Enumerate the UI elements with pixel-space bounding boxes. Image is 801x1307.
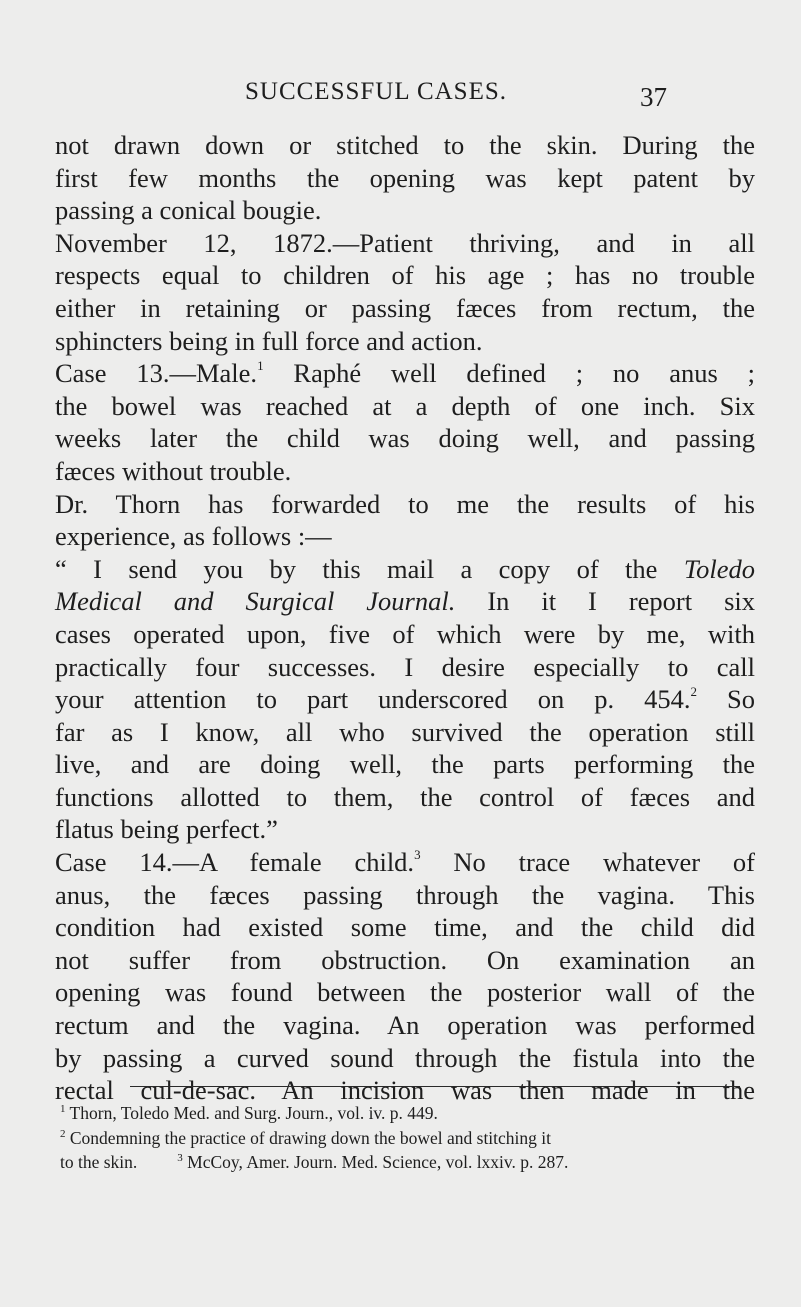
footnote-marker: 1 bbox=[257, 358, 264, 374]
line-text: Raphé well defined ; no anus ; bbox=[263, 358, 755, 389]
footnote-number: 3 bbox=[177, 1152, 183, 1164]
footnotes bbox=[60, 1101, 750, 1175]
text-line bbox=[55, 846, 755, 879]
text-line bbox=[55, 748, 755, 781]
text-line bbox=[55, 944, 755, 977]
text-line bbox=[55, 325, 755, 358]
page-header bbox=[0, 76, 801, 116]
text-line bbox=[55, 651, 755, 684]
line-text: November 12, 1872.—Patient thriving, and in all bbox=[55, 227, 755, 258]
line-text: rectum and the vagina. An operation was performed bbox=[55, 1010, 755, 1041]
line-text: opening was found between the posterior wall of the bbox=[55, 977, 755, 1008]
line-text: In it I report six bbox=[455, 586, 756, 617]
footnote-text: Thorn, Toledo Med. and Surg. Journ., vol. iv. p. 449. bbox=[65, 1103, 438, 1123]
text-line bbox=[55, 911, 755, 944]
text-line bbox=[55, 553, 755, 586]
line-text: flatus being perfect.” bbox=[55, 814, 278, 845]
footnote-divider bbox=[130, 1086, 740, 1087]
line-text: Case 14.—A female child. bbox=[55, 847, 415, 878]
line-text: practically four successes. I desire especially to call bbox=[55, 651, 755, 682]
text-line bbox=[55, 194, 755, 227]
footnote-number: 2 bbox=[60, 1127, 66, 1140]
text-line bbox=[55, 813, 755, 846]
line-text: by passing a curved sound through the fistula into the bbox=[55, 1042, 755, 1073]
line-text: your attention to part underscored on p. 454. bbox=[55, 684, 691, 715]
footnote-marker: 3 bbox=[414, 847, 421, 863]
line-text: not suffer from obstruction. On examination an bbox=[55, 944, 755, 975]
line-text: passing a conical bougie. bbox=[55, 195, 322, 226]
text-line bbox=[55, 488, 755, 521]
line-text: cases operated upon, five of which were by me, with bbox=[55, 618, 755, 649]
line-text: live, and are doing well, the parts performing the bbox=[55, 749, 755, 780]
line-text: Case 13.—Male. bbox=[55, 358, 258, 389]
text-line bbox=[55, 683, 755, 716]
footnote-number: 1 bbox=[60, 1103, 66, 1115]
line-text: Dr. Thorn has forwarded to me the results of his bbox=[55, 488, 755, 519]
footnote-marker: 2 bbox=[690, 684, 697, 700]
text-line bbox=[55, 716, 755, 749]
text-line bbox=[55, 162, 755, 195]
line-text: So bbox=[696, 684, 755, 715]
line-text: fæces without trouble. bbox=[55, 455, 292, 486]
line-text: experience, as follows :— bbox=[55, 521, 332, 552]
text-line bbox=[55, 1009, 755, 1042]
text-line bbox=[55, 781, 755, 814]
text-line bbox=[55, 585, 755, 618]
text-line bbox=[55, 618, 755, 651]
text-line bbox=[55, 976, 755, 1009]
body-text bbox=[55, 129, 755, 1107]
footnote-line bbox=[60, 1101, 750, 1126]
text-line bbox=[55, 520, 755, 553]
text-line bbox=[55, 129, 755, 162]
text-line bbox=[55, 259, 755, 292]
italic-title: Toledo bbox=[683, 553, 755, 584]
line-text: either in retaining or passing fæces from rectum, the bbox=[55, 292, 755, 323]
italic-title: Medical and Surgical Journal. bbox=[55, 586, 456, 617]
line-text: condition had existed some time, and the child did bbox=[55, 912, 755, 943]
line-text: first few months the opening was kept patent by bbox=[55, 162, 755, 193]
text-line bbox=[55, 879, 755, 912]
footnote-text: Condemning the practice of drawing down the bowel and stitching it bbox=[65, 1127, 552, 1148]
line-text: the bowel was reached at a depth of one inch. Six bbox=[55, 390, 755, 421]
line-text: not drawn down or stitched to the skin. During the bbox=[55, 130, 755, 160]
footnote-line bbox=[60, 1126, 750, 1151]
line-text: functions allotted to them, the control of fæces and bbox=[55, 781, 755, 812]
footnote-text: McCoy, Amer. Journ. Med. Science, vol. lxxiv. p. 287. bbox=[182, 1152, 569, 1172]
text-line bbox=[55, 422, 755, 455]
text-line bbox=[55, 357, 755, 390]
footnote-line bbox=[60, 1150, 750, 1175]
text-line bbox=[55, 227, 755, 260]
line-text: “ I send you by this mail a copy of the bbox=[55, 553, 684, 584]
running-title: SUCCESSFUL CASES. bbox=[245, 78, 507, 105]
line-text: rectal cul-de-sac. An incision was then made in the bbox=[55, 1075, 755, 1106]
line-text: far as I know, all who survived the operation still bbox=[55, 716, 755, 747]
text-line bbox=[55, 1042, 755, 1075]
text-line bbox=[55, 455, 755, 488]
page-number: 37 bbox=[640, 82, 667, 112]
line-text: weeks later the child was doing well, and passing bbox=[55, 423, 755, 454]
line-text: anus, the fæces passing through the vagina. This bbox=[55, 879, 755, 910]
footnote-text: to the skin. bbox=[60, 1152, 138, 1172]
text-line bbox=[55, 292, 755, 325]
line-text: No trace whatever of bbox=[420, 847, 756, 878]
text-line bbox=[55, 390, 755, 423]
line-text: respects equal to children of his age ; has no trouble bbox=[55, 260, 755, 291]
line-text: sphincters being in full force and action. bbox=[55, 325, 483, 356]
